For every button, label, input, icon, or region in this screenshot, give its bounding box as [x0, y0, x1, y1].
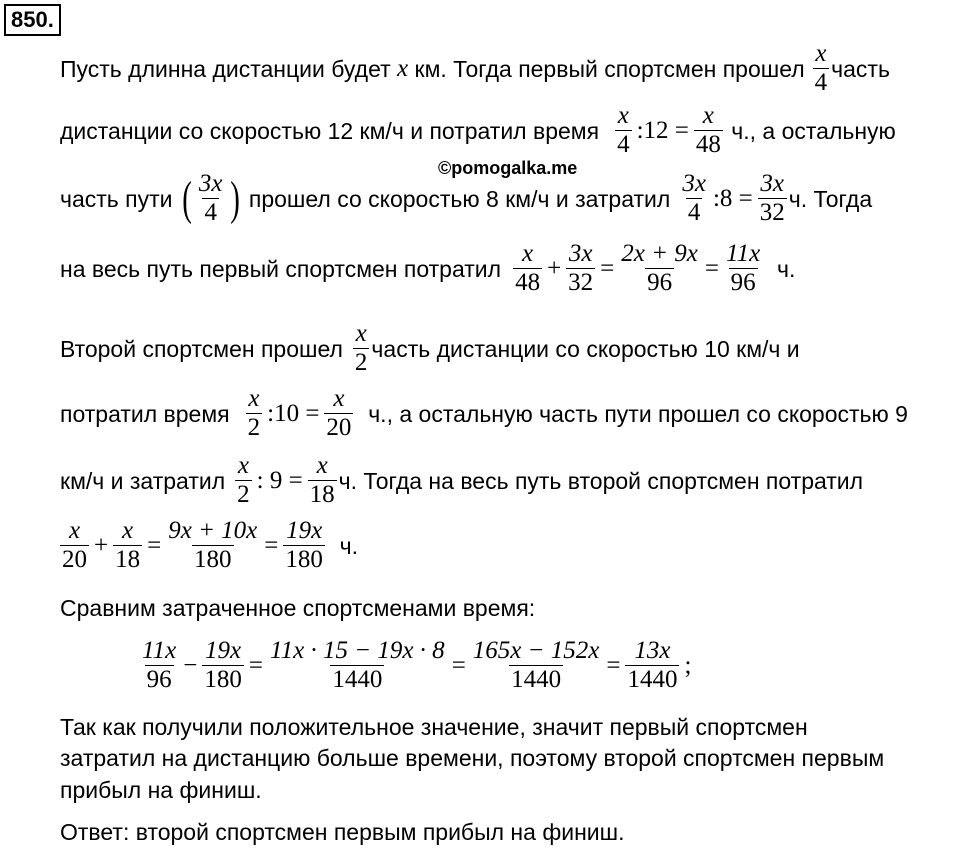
- text: часть: [831, 55, 890, 82]
- text: км. Тогда первый спортсмен прошел: [414, 55, 805, 82]
- conclusion-line3: прибыл на финиш.: [60, 777, 262, 803]
- var-x: x: [397, 54, 409, 82]
- text: ч.: [339, 532, 359, 559]
- p2-line4: [58, 517, 358, 574]
- fraction: $\frac{3x}{32}$: [759, 170, 785, 226]
- compare-equation: [138, 637, 694, 694]
- equals-sign: =: [248, 651, 263, 679]
- fraction: $\frac{19x}{180}$: [204, 637, 242, 693]
- p1-line2: [60, 102, 896, 159]
- p2-line1: [60, 320, 800, 377]
- text: ч.: [776, 255, 796, 282]
- text: км/ч и затратил: [60, 467, 226, 494]
- equals-sign: =: [451, 651, 466, 679]
- operator: :12 =: [636, 116, 689, 144]
- fraction: $\frac{x}{20}$: [62, 517, 87, 573]
- plus-sign: +: [94, 531, 109, 559]
- left-paren: (: [182, 171, 192, 225]
- equals-sign: =: [147, 531, 162, 559]
- fraction: $\frac{x}{20}$: [326, 385, 352, 441]
- p1-line4: [60, 240, 795, 297]
- conclusion-line2: затратил на дистанцию больше времени, поэтому второй спортсмен первым: [60, 745, 885, 771]
- text: ч. Тогда: [788, 185, 873, 212]
- conclusion-line1: Так как получили положительное значение, значит первый спортсмен: [60, 714, 808, 740]
- operator: : 9 =: [256, 466, 303, 494]
- fraction: $\frac{19x}{180}$: [285, 517, 323, 573]
- fraction: $\frac{11x \cdot 15 - 19x \cdot 8}{1440}$: [269, 637, 445, 693]
- fraction: $\frac{x}{2}$: [247, 385, 261, 441]
- fraction: $\frac{9x + 10x}{180}$: [168, 517, 258, 573]
- fraction: $\frac{11x}{96}$: [725, 240, 761, 296]
- equals-sign: =: [264, 531, 279, 559]
- fraction: $\frac{3x}{32}$: [568, 240, 594, 296]
- text: дистанции со скоростью 12 км/ч и потратил время: [60, 117, 600, 144]
- fraction: $\frac{2x + 9x}{96}$: [621, 240, 698, 296]
- fraction: $\frac{11x}{96}$: [142, 637, 177, 693]
- operator: :10 =: [267, 399, 320, 427]
- fraction: $\frac{x}{18}$: [309, 452, 335, 508]
- fraction: $\frac{3x}{4}$: [198, 170, 223, 226]
- minus-sign: −: [183, 651, 198, 679]
- p1-line1: [60, 40, 890, 97]
- fraction: $\frac{x}{4}$: [814, 40, 828, 96]
- compare-intro: Сравним затраченное спортсменами время:: [60, 595, 536, 621]
- text: на весь путь первый спортсмен потратил: [60, 255, 502, 282]
- fraction: $\frac{13x}{1440}$: [627, 637, 678, 693]
- equals-sign: =: [606, 651, 621, 679]
- text: часть дистанции со скоростью 10 км/ч и: [371, 335, 800, 362]
- text: ч., а остальную: [731, 117, 896, 144]
- problem-number: 850.: [4, 4, 61, 36]
- fraction: $\frac{x}{4}$: [617, 102, 630, 158]
- fraction: $\frac{x}{48}$: [515, 240, 541, 296]
- equals-sign: =: [600, 254, 615, 282]
- watermark: ©pomogalka.me: [438, 158, 578, 178]
- answer: Ответ: второй спортсмен первым прибыл на финиш.: [60, 819, 625, 845]
- text: Второй спортсмен прошел: [60, 335, 343, 362]
- equals-sign: =: [704, 254, 719, 282]
- operator: :8 =: [712, 184, 753, 212]
- text: часть пути: [60, 185, 173, 212]
- text: ч. Тогда на весь путь второй спортсмен потратил: [338, 467, 864, 494]
- text: Пусть длинна дистанции будет: [60, 55, 391, 82]
- fraction: $\frac{x}{2}$: [237, 452, 250, 508]
- plus-sign: +: [547, 254, 562, 282]
- fraction: $\frac{3x}{4}$: [682, 170, 706, 226]
- p2-line2: [60, 385, 908, 442]
- right-paren: ): [229, 171, 240, 225]
- fraction: $\frac{x}{18}$: [115, 517, 141, 573]
- p1-line3: [60, 170, 872, 227]
- fraction: $\frac{x}{2}$: [354, 320, 368, 376]
- fraction: $\frac{165x - 152x}{1440}$: [472, 637, 600, 693]
- text: потратил время: [60, 400, 230, 427]
- text: прошел со скоростью 8 км/ч и затратил: [248, 185, 671, 212]
- semicolon: ;: [684, 651, 692, 679]
- text: ч., а остальную часть пути прошел со скоростью 9: [368, 400, 908, 427]
- fraction: $\frac{x}{48}$: [695, 102, 721, 158]
- p2-line3: [60, 452, 863, 509]
